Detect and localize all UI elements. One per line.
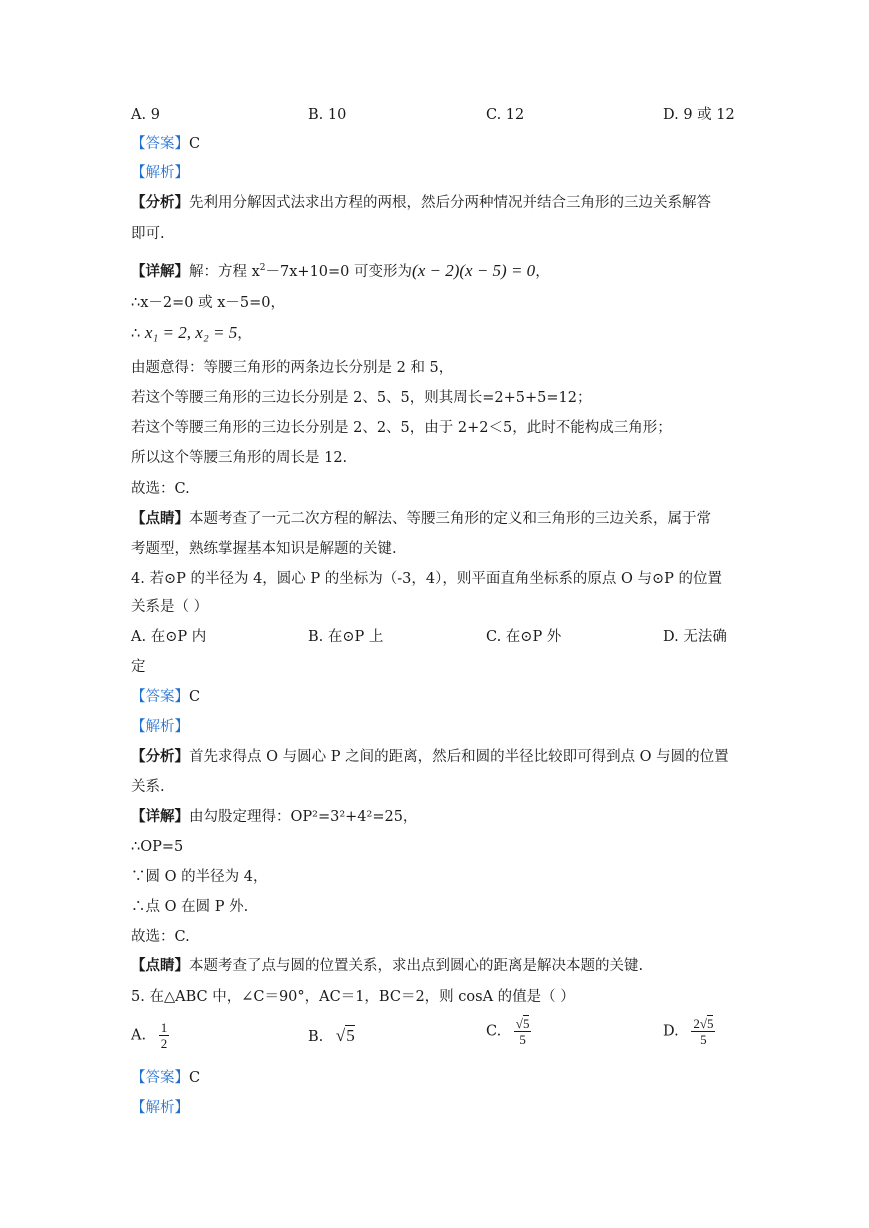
step-line: ∴OP=5 [131, 839, 184, 855]
dianjing-tag: 【点睛】 [131, 957, 189, 974]
xiangjie-end: ， [535, 263, 550, 280]
step-line: ∵圆 O 的半径为 4， [131, 869, 268, 885]
xiangjie-line [131, 259, 550, 281]
fraction [159, 1020, 170, 1051]
numerator: √5 [515, 1016, 530, 1031]
answer-line [131, 135, 200, 153]
answer-tag: 【答案】 [131, 689, 189, 705]
text-line: 所以这个等腰三角形的周长是 12. [131, 450, 348, 466]
denominator: 2 [160, 1036, 168, 1051]
radicand: 5 [346, 1026, 355, 1045]
option-d-wrap: 定 [131, 659, 146, 675]
analysis-heading [131, 164, 189, 182]
question-4-stem-2: 关系是（ ） [131, 599, 209, 615]
dianjing-line [131, 957, 643, 975]
analysis-heading [131, 1099, 189, 1117]
step-line: ∴x－2=0 或 x－5=0， [131, 295, 285, 311]
choose-line: 故选：C. [131, 481, 190, 497]
coefficient: 2 [693, 1016, 700, 1031]
option-label: C. [486, 1023, 502, 1040]
analysis-heading [131, 718, 189, 736]
option-a [131, 1020, 169, 1051]
denominator: 5 [519, 1032, 526, 1047]
fenxi-tag: 【分析】 [131, 748, 189, 765]
answer-value: C [189, 1070, 201, 1086]
option-c [486, 1016, 531, 1047]
roots-end: ， [237, 326, 252, 342]
option-a: A. 在⊙P 内 [131, 629, 207, 645]
roots-line [131, 324, 252, 343]
fenxi-line [131, 748, 729, 766]
question-4-stem: 4. 若⊙P 的半径为 4，圆心 P 的坐标为（-3，4），则平面直角坐标系的原点 O 与⊙P 的位置 [131, 571, 722, 587]
option-label: D. [663, 1023, 679, 1040]
answer-value: C [189, 689, 201, 705]
fenxi-line-2: 即可. [131, 226, 165, 242]
answer-line [131, 1069, 200, 1087]
exponent: 2 [259, 263, 266, 273]
denominator: 5 [700, 1032, 707, 1047]
choose-line: 故选：C. [131, 929, 190, 945]
xiangjie-pre: 解：方程 x [189, 263, 260, 280]
option-d: D. 9 或 12 [663, 107, 735, 123]
text-line: 由题意得：等腰三角形的两条边长分别是 2 和 5， [131, 360, 454, 376]
fenxi-tag: 【分析】 [131, 194, 189, 211]
dianjing-text: 本题考查了点与圆的位置关系，求出点到圆心的距离是解决本题的关键. [189, 958, 644, 974]
fraction [514, 1016, 532, 1047]
analysis-tag: 【解析】 [131, 165, 189, 181]
xiangjie-tag: 【详解】 [131, 808, 189, 825]
option-label: A. [131, 1027, 147, 1044]
fenxi-text: 先利用分解因式法求出方程的两根，然后分两种情况并结合三角形的三边关系解答 [189, 195, 711, 211]
dianjing-line [131, 510, 711, 528]
option-d [663, 1016, 715, 1047]
xiangjie-text: 由勾股定理得：OP²=3²+4²=25， [189, 809, 418, 825]
sqrt-expression: √5 [335, 1026, 355, 1045]
option-b: B. 10 [308, 107, 347, 123]
analysis-tag: 【解析】 [131, 719, 189, 735]
fenxi-line [131, 194, 711, 212]
step-line: ∴点 O 在圆 P 外. [131, 899, 249, 915]
numerator: 1 [160, 1020, 168, 1035]
xiangjie-line [131, 808, 417, 826]
analysis-tag: 【解析】 [131, 1100, 189, 1116]
answer-tag: 【答案】 [131, 1070, 189, 1086]
text-line: 若这个等腰三角形的三边长分别是 2、2、5，由于 2+2＜5，此时不能构成三角形； [131, 420, 672, 436]
answer-tag: 【答案】 [131, 136, 189, 152]
question-5-stem: 5. 在△ABC 中，∠C＝90°，AC＝1，BC＝2，则 cosA 的值是（ ） [131, 989, 575, 1005]
option-b: B. 在⊙P 上 [308, 629, 384, 645]
fenxi-text: 首先求得点 O 与圆心 P 之间的距离，然后和圆的半径比较即可得到点 O 与圆的位置 [189, 749, 729, 765]
dianjing-tag: 【点睛】 [131, 510, 189, 527]
option-c: C. 12 [486, 107, 525, 123]
option-a: A. 9 [131, 107, 160, 123]
xiangjie-tag: 【详解】 [131, 262, 189, 280]
factored-equation: (x − 2)(x − 5) = 0 [412, 260, 536, 280]
fraction [691, 1016, 715, 1047]
numerator: 2√5 [693, 1016, 714, 1031]
radicand: 5 [522, 1016, 530, 1031]
fenxi-line-2: 关系. [131, 779, 165, 795]
option-d: D. 无法确 [663, 629, 727, 645]
roots-equation: x₁ = 2, x₂ = 5 [144, 323, 238, 342]
answer-line [131, 688, 200, 706]
radicand: 5 [706, 1016, 714, 1031]
text-line: 若这个等腰三角形的三边长分别是 2、5、5，则其周长=2+5+5=12； [131, 390, 592, 406]
option-c: C. 在⊙P 外 [486, 629, 562, 645]
option-label: B. [308, 1029, 324, 1045]
dianjing-text: 本题考查了一元二次方程的解法、等腰三角形的定义和三角形的三边关系，属于常 [189, 511, 711, 527]
xiangjie-mid: －7x+10=0 可变形为 [265, 263, 413, 280]
dianjing-line-2: 考题型，熟练掌握基本知识是解题的关键. [131, 541, 397, 557]
therefore: ∴ [131, 326, 145, 342]
answer-value: C [189, 136, 201, 152]
option-b [308, 1027, 355, 1046]
